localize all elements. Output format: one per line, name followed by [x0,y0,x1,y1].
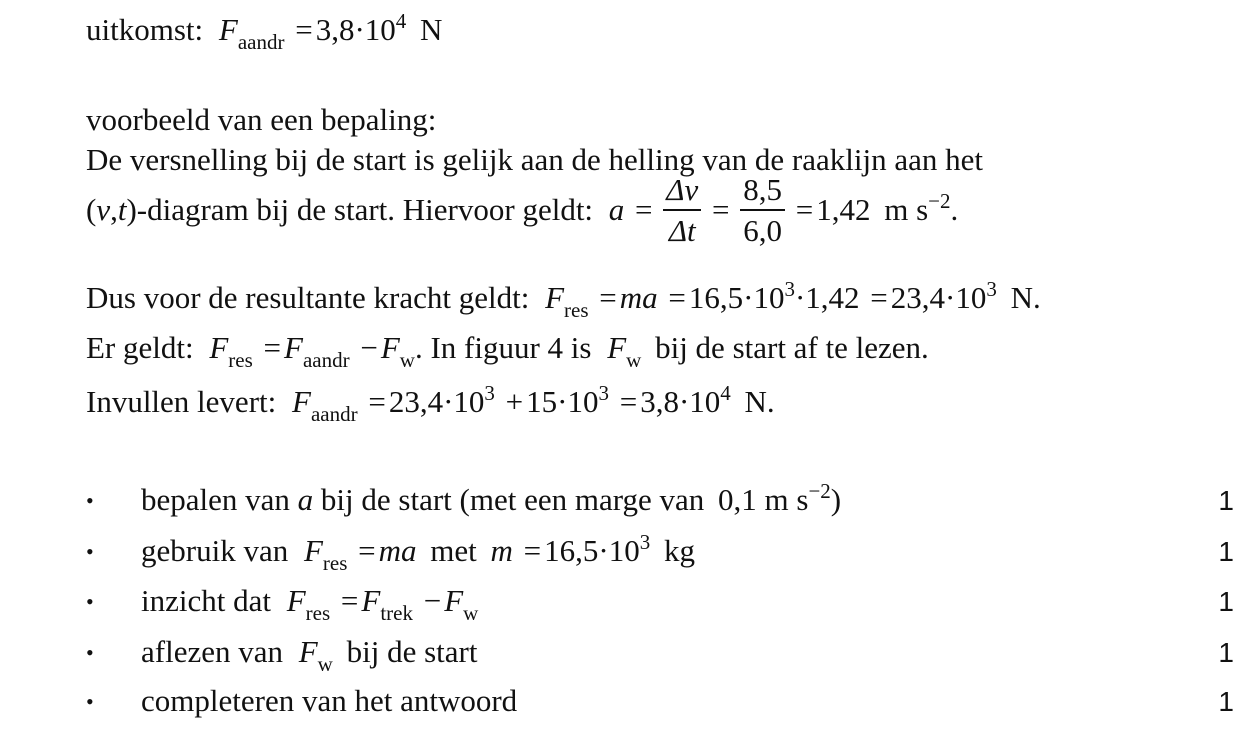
paren-close: ) [830,482,842,517]
score-value: 1 [1218,485,1234,516]
force-subscript: res [322,551,348,575]
minus-sign: − [360,330,378,365]
term-2-exponent: 3 [598,381,609,405]
force-symbol: F [284,330,303,365]
bullet-icon: • [86,539,94,564]
denominator: 6,0 [743,213,782,248]
mass-value: 16,5·10 [544,533,640,568]
delta-fraction [663,174,701,246]
result-label: uitkomst: [86,12,204,47]
force-subscript: w [317,652,333,676]
reading-text: bij de start af te lezen. [655,330,929,365]
final-exponent: 4 [720,381,731,405]
acceleration-symbol: a [608,192,625,228]
criterion-label: inzicht dat [141,583,271,618]
force-symbol: F [444,583,464,618]
equals-sign: = [263,330,282,365]
term-1-exponent: 3 [484,381,495,405]
score-value: 1 [1218,637,1234,668]
unit-exponent: −2 [808,479,831,503]
force-subscript: res [228,348,253,372]
bullet-icon: • [86,589,94,614]
force-symbol: F [303,533,323,568]
score-value: 1 [1218,686,1234,717]
force-symbol: F [218,12,238,47]
criterion-text [141,479,842,517]
equals-sign: = [619,384,638,419]
score-value: 1 [1218,586,1234,617]
term-1: 23,4·10 [388,384,485,419]
force-subscript: aandr [310,402,358,426]
velocity-symbol: v [96,192,111,228]
explanation-line-1: De versnelling bij de start is gelijk aan de helling van de raaklijn aan het [86,142,983,177]
acceleration-value: 1,42 [816,192,871,228]
period: . [950,192,959,228]
bullet-icon: • [86,640,94,665]
equals-sign: = [635,192,653,228]
plus-sign: + [505,384,524,419]
equals-sign: = [358,533,376,568]
ma-symbol: ma [378,533,417,568]
time-symbol: t [117,192,127,228]
force-subscript: aandr [237,30,285,54]
term-2: 15·10 [526,384,599,419]
equals-sign: = [340,583,359,618]
result-value: 3,8·10 [315,12,396,47]
mass-symbol: m [490,533,513,568]
force-symbol: F [545,280,565,315]
resultant-force-line [86,277,1041,322]
result-exponent: 4 [395,9,407,33]
force-symbol: F [292,384,311,419]
force-subscript: res [564,298,589,322]
force-symbol: F [298,634,318,669]
mass-value: 16,5·10 [688,280,785,315]
numerator: 8,5 [740,174,785,211]
force-subscript: w [463,601,479,625]
criterion-label: bij de start [346,634,478,669]
mass-exponent: 3 [639,530,651,554]
delta-v: Δv [663,174,701,211]
figure-text: . In figuur 4 is [414,330,592,365]
unit: N. [1010,280,1041,315]
bullet-icon: • [86,488,94,513]
criterion-label: met [430,533,477,568]
unit: kg [663,533,695,568]
minus-sign: − [423,583,442,618]
example-heading: voorbeeld van een bepaling: [86,102,437,137]
acceleration-factor: ·1,42 [794,280,860,315]
criterion-label: gebruik van [141,533,289,568]
result-line [86,9,443,54]
substitution-text: Invullen levert: [86,384,277,419]
margin-value: 0,1 m s [718,482,809,517]
equals-sign: = [368,384,386,419]
paren-open: ( [86,192,97,228]
result-exponent: 3 [986,277,997,301]
criterion-text [141,530,695,575]
acceleration-unit: m s [884,192,929,228]
criterion-text [141,634,478,676]
explanation-line-2 [86,172,959,249]
force-symbol: F [209,330,229,365]
acceleration-symbol: a [297,482,314,517]
criterion-text [141,583,479,625]
equals-sign: = [668,280,686,315]
bullet-icon: • [86,689,94,714]
equals-sign: = [295,12,313,47]
criterion-text: completeren van het antwoord [141,683,518,718]
resultant-text: Dus voor de resultante kracht geldt: [86,280,530,315]
equals-sign: = [599,280,617,315]
score-value: 1 [1218,536,1234,567]
criterion-label: bepalen van [141,482,290,517]
criterion-label: aflezen van [141,634,283,669]
unit: N. [744,384,775,419]
diagram-text: )-diagram bij de start. Hiervoor geldt: [126,192,594,228]
result-value: 23,4·10 [890,280,987,315]
equals-sign: = [795,192,814,228]
comma: , [110,192,118,228]
equals-sign: = [712,192,730,228]
mass-exponent: 3 [784,277,795,301]
force-subscript: trek [380,601,413,625]
delta-t: Δt [668,213,696,248]
force-symbol: F [361,583,381,618]
force-relation-line [86,330,929,372]
result-unit: N [420,12,443,47]
criterion-label: bij de start (met een marge van [320,482,705,517]
ma-symbol: ma [619,280,658,315]
value-fraction [740,174,785,246]
equals-sign: = [870,280,888,315]
force-subscript: res [305,601,331,625]
relation-text: Er geldt: [86,330,194,365]
force-symbol: F [286,583,306,618]
force-subscript: aandr [302,348,350,372]
force-subscript: w [626,348,642,372]
unit-exponent: −2 [928,189,951,214]
force-subscript: w [399,348,415,372]
equals-sign: = [523,533,542,568]
force-symbol: F [380,330,400,365]
force-symbol: F [607,330,627,365]
substitution-line [86,381,775,426]
final-value: 3,8·10 [640,384,721,419]
